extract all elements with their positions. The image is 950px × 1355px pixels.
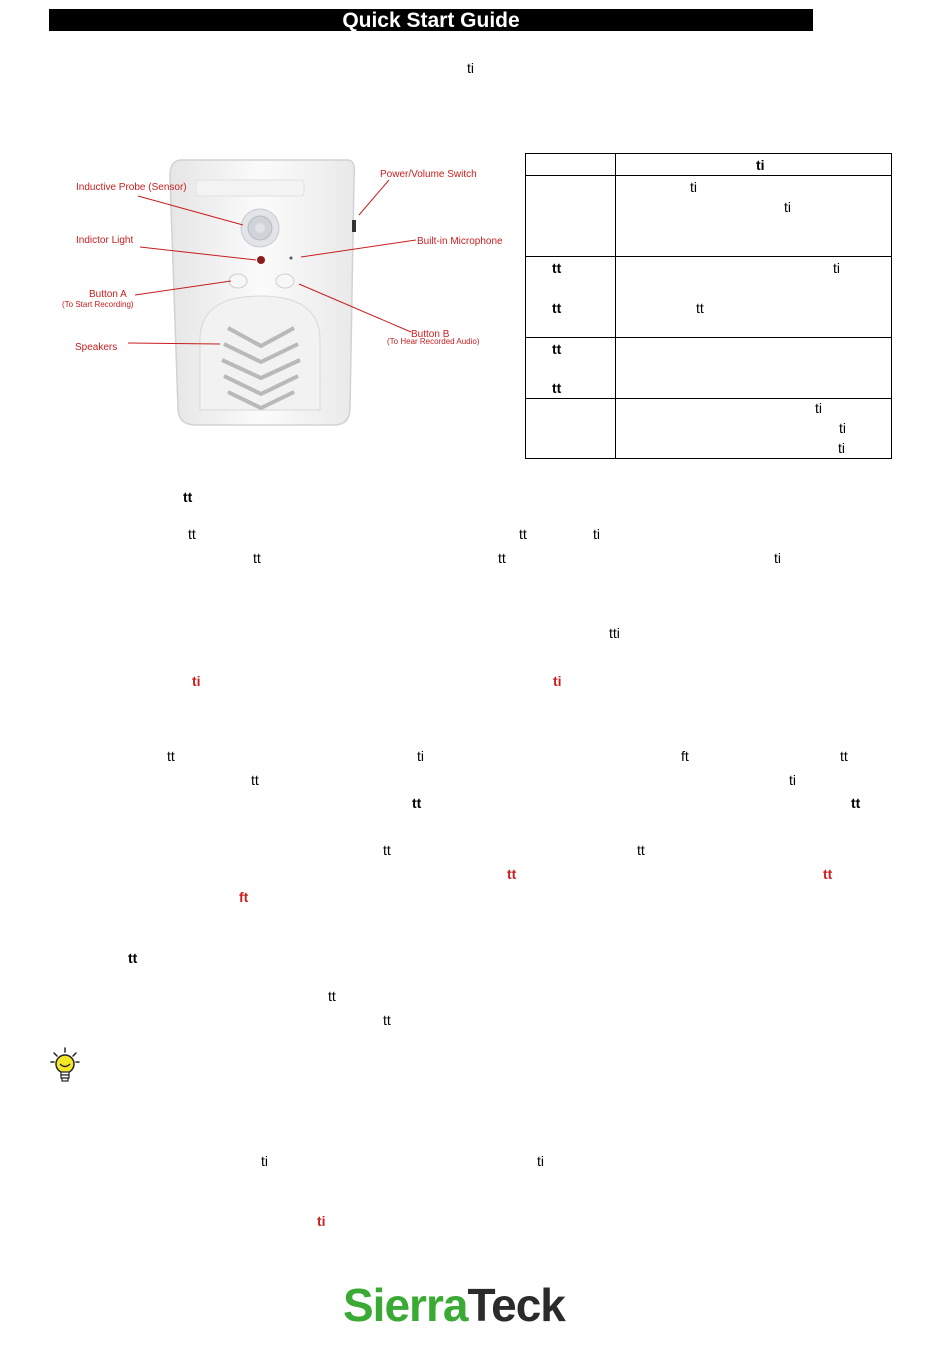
body-text-fragment: tt: [328, 988, 336, 1004]
table-fragment: ti: [690, 179, 697, 195]
body-text-fragment: tt: [383, 1012, 391, 1028]
table-cell: [616, 176, 892, 257]
table-fragment: tt: [552, 260, 562, 276]
callout-speakers: Speakers: [75, 342, 118, 353]
callout-button-b-sub: (To Hear Recorded Audio): [387, 337, 480, 346]
body-text-fragment: ti: [261, 1153, 268, 1169]
body-text-fragment: tt: [167, 748, 175, 764]
callout-indicator-light: Indictor Light: [76, 235, 134, 246]
table-cell: [526, 176, 616, 257]
body-text-fragment: ti: [417, 748, 424, 764]
table-row: [526, 176, 892, 257]
body-text-fragment: tt: [383, 842, 391, 858]
page-title: Quick Start Guide: [49, 9, 813, 31]
body-text-fragment: tt: [183, 489, 193, 505]
indicator-light: [257, 256, 265, 264]
body-text-fragment: tt: [412, 795, 422, 811]
logo-part-teck: Teck: [467, 1279, 565, 1331]
body-text-fragment: ft: [681, 748, 689, 764]
table-fragment: ti: [833, 260, 840, 276]
table-row: [526, 154, 892, 176]
body-text-fragment: tti: [609, 625, 620, 641]
sensor-dome: [241, 209, 279, 247]
button-b: [276, 274, 294, 288]
callout-power-switch: Power/Volume Switch: [380, 169, 477, 180]
body-text-fragment: tt: [637, 842, 645, 858]
body-text-fragment: tt: [519, 526, 527, 542]
table-cell: [526, 154, 616, 176]
callout-button-a: Button A: [89, 289, 127, 300]
table-fragment: ti: [784, 199, 791, 215]
table-fragment: ti: [839, 420, 846, 436]
table-fragment: ti: [815, 400, 822, 416]
button-a: [229, 274, 247, 288]
table-cell: [526, 257, 616, 338]
body-text-fragment: tt: [498, 550, 506, 566]
table-cell: [616, 338, 892, 399]
table-cell: [526, 338, 616, 399]
microphone-hole: [290, 257, 293, 260]
table-fragment: tt: [552, 300, 562, 316]
body-text-fragment: ti: [192, 673, 201, 689]
callout-button-a-sub: (To Start Recording): [62, 300, 134, 309]
body-text-fragment: tt: [188, 526, 196, 542]
body-text-fragment: tt: [253, 550, 261, 566]
body-text-fragment: tt: [507, 866, 517, 882]
body-text-fragment: ti: [593, 526, 600, 542]
table-fragment: tt: [552, 380, 562, 396]
body-text-fragment: ti: [317, 1213, 326, 1229]
table-cell: [526, 399, 616, 459]
body-text-fragment: tt: [128, 950, 138, 966]
intro-fragment: ti: [467, 60, 474, 76]
callout-button-b: Button B: [411, 329, 450, 340]
table-row: [526, 257, 892, 338]
body-text-fragment: tt: [251, 772, 259, 788]
table-fragment: tt: [696, 300, 704, 316]
body-text-fragment: tt: [840, 748, 848, 764]
body-text-fragment: ti: [537, 1153, 544, 1169]
table-cell: [616, 399, 892, 459]
table-header-fragment: ti: [756, 157, 765, 173]
sierrateck-logo: [343, 1278, 565, 1332]
body-text-fragment: ti: [774, 550, 781, 566]
table-cell: [616, 257, 892, 338]
body-text-fragment: ti: [789, 772, 796, 788]
table-cell: [616, 154, 892, 176]
table-row: [526, 399, 892, 459]
body-text-fragment: tt: [823, 866, 833, 882]
speaker-grille: [200, 296, 320, 410]
table-row: [526, 338, 892, 399]
table-fragment: ti: [838, 440, 845, 456]
spec-table: [525, 153, 892, 459]
callout-microphone: Built-in Microphone: [417, 236, 503, 247]
callout-inductive-probe: Inductive Probe (Sensor): [76, 182, 187, 193]
body-text-fragment: ft: [239, 889, 249, 905]
logo-part-sierra: Sierra: [343, 1279, 468, 1331]
body-text-fragment: ti: [553, 673, 562, 689]
body-text-fragment: tt: [851, 795, 861, 811]
lightbulb-icon: [50, 1047, 80, 1085]
table-fragment: tt: [552, 341, 562, 357]
